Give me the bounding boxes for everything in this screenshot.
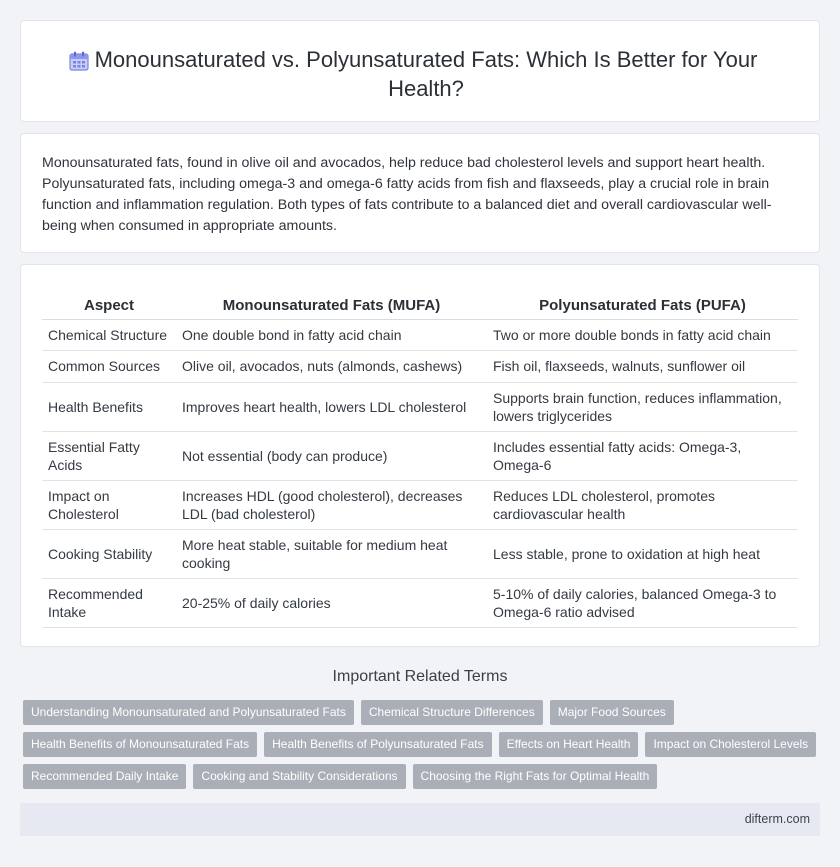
- pufa-cell: Supports brain function, reduces inflammation, lowers triglycerides: [487, 382, 798, 431]
- related-term-tag[interactable]: Choosing the Right Fats for Optimal Health: [413, 764, 658, 789]
- page-title: Monounsaturated vs. Polyunsaturated Fats: Which Is Better for Your Health?: [94, 47, 758, 101]
- table-row: [42, 578, 798, 627]
- table-row: [42, 480, 798, 529]
- aspect-cell: Impact on Cholesterol: [42, 480, 176, 529]
- mufa-cell: Improves heart health, lowers LDL cholesterol: [176, 382, 487, 431]
- related-term-tag[interactable]: Health Benefits of Polyunsaturated Fats: [264, 732, 491, 757]
- aspect-cell: Cooking Stability: [42, 529, 176, 578]
- table-row: [42, 350, 798, 382]
- pufa-cell: 5-10% of daily calories, balanced Omega-3 to Omega-6 ratio advised: [487, 578, 798, 627]
- pufa-cell: Fish oil, flaxseeds, walnuts, sunflower oil: [487, 350, 798, 382]
- related-term-tag[interactable]: Major Food Sources: [550, 700, 674, 725]
- tag-row: [23, 700, 823, 725]
- pufa-cell: Less stable, prone to oxidation at high heat: [487, 529, 798, 578]
- intro-card: [20, 133, 820, 253]
- header-card: [20, 20, 820, 122]
- tag-row: [23, 732, 823, 757]
- related-term-tag[interactable]: Effects on Heart Health: [499, 732, 639, 757]
- tag-row: [23, 764, 823, 789]
- related-term-tag[interactable]: Cooking and Stability Considerations: [193, 764, 405, 789]
- mufa-cell: Increases HDL (good cholesterol), decreases LDL (bad cholesterol): [176, 480, 487, 529]
- table-row: [42, 382, 798, 431]
- table-row: [42, 431, 798, 480]
- aspect-cell: Health Benefits: [42, 382, 176, 431]
- footer: [20, 803, 820, 836]
- mufa-cell: 20-25% of daily calories: [176, 578, 487, 627]
- related-terms: [23, 700, 823, 796]
- mufa-cell: One double bond in fatty acid chain: [176, 319, 487, 350]
- related-term-tag[interactable]: Recommended Daily Intake: [23, 764, 186, 789]
- header-pufa: Polyunsaturated Fats (PUFA): [487, 293, 798, 319]
- mufa-cell: Not essential (body can produce): [176, 431, 487, 480]
- table-row: [42, 319, 798, 350]
- mufa-cell: More heat stable, suitable for medium heat cooking: [176, 529, 487, 578]
- footer-site-link[interactable]: difterm.com: [744, 812, 810, 826]
- header-aspect: Aspect: [42, 293, 176, 319]
- pufa-cell: Includes essential fatty acids: Omega-3, Omega-6: [487, 431, 798, 480]
- related-terms-title: Important Related Terms: [332, 668, 508, 685]
- pufa-cell: Reduces LDL cholesterol, promotes cardiovascular health: [487, 480, 798, 529]
- related-term-tag[interactable]: Chemical Structure Differences: [361, 700, 543, 725]
- related-term-tag[interactable]: Understanding Monounsaturated and Polyunsaturated Fats: [23, 700, 354, 725]
- aspect-cell: Common Sources: [42, 350, 176, 382]
- aspect-cell: Chemical Structure: [42, 319, 176, 350]
- intro-paragraph: Monounsaturated fats, found in olive oil and avocados, help reduce bad cholesterol levels and support heart health. Polyunsaturated fats, including omega-3 and omega-6 fatty acids from fish and flaxseeds, play a crucial role in brain function and inflammation regulation. Both types of fats contribute to a balanced diet and overall cardiovascular well-being when consumed in appropriate amounts.: [42, 155, 772, 234]
- aspect-cell: Recommended Intake: [42, 578, 176, 627]
- header-mufa: Monounsaturated Fats (MUFA): [176, 293, 487, 319]
- mufa-cell: Olive oil, avocados, nuts (almonds, cashews): [176, 350, 487, 382]
- related-term-tag[interactable]: Health Benefits of Monounsaturated Fats: [23, 732, 257, 757]
- aspect-cell: Essential Fatty Acids: [42, 431, 176, 480]
- comparison-card: [20, 264, 820, 647]
- table-header-row: [42, 293, 798, 319]
- pufa-cell: Two or more double bonds in fatty acid chain: [487, 319, 798, 350]
- table-row: [42, 529, 798, 578]
- comparison-table: [42, 293, 798, 628]
- related-term-tag[interactable]: Impact on Cholesterol Levels: [645, 732, 816, 757]
